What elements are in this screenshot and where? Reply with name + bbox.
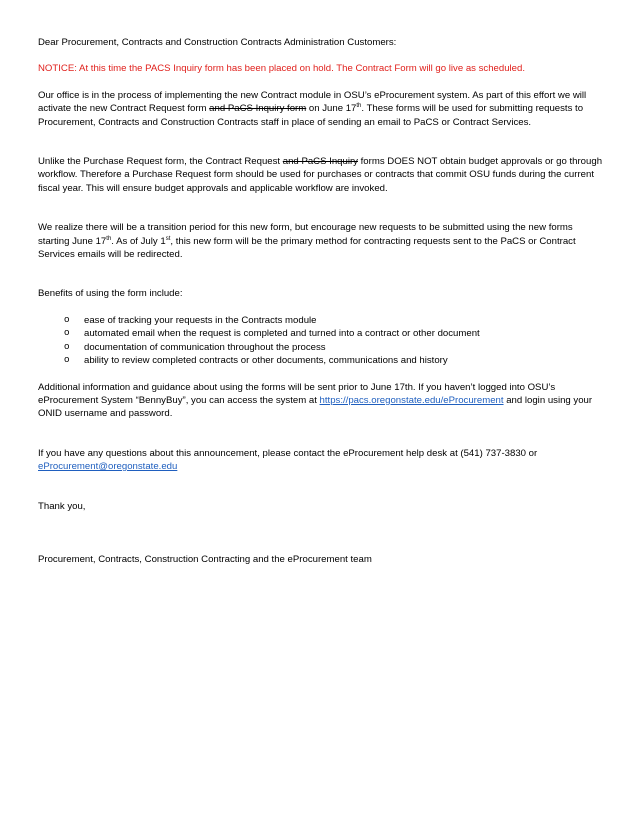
list-item: o ability to review completed contracts or other documents, communications and history xyxy=(64,355,448,367)
paragraph-purchase-request: Unlike the Purchase Request form, the Contract Request and PaCS Inquiry forms DOES NOT obtain budget approvals or go through workflow. Therefore a Purchase Request form should be used for purchases or contracts that commit OSU funds during the current fiscal year. This will ensure budget approvals and applicable workflow are invoked. xyxy=(38,156,603,194)
bullet-icon: o xyxy=(64,355,70,366)
struck-text: and PaCS Inquiry form xyxy=(209,103,307,115)
paragraph-transition: We realize there will be a transition period for this new form, but encourage new requests to be submitted using the new forms starting June 17th. As of July 1st, this new form will be the primary method for contracting requests sent to the PaCS or Contract Services emails will be redirected. xyxy=(38,222,576,261)
bullet-icon: o xyxy=(64,341,70,352)
eprocurement-email-link[interactable]: eProcurement@oregonstate.edu xyxy=(38,461,178,473)
list-item: o automated email when the request is completed and turned into a contract or other document xyxy=(64,328,480,340)
list-item: o ease of tracking your requests in the Contracts module xyxy=(64,314,317,326)
letter-body xyxy=(38,36,606,566)
closing: Thank you, xyxy=(38,500,86,512)
list-item: o documentation of communication throughout the process xyxy=(64,341,326,353)
struck-text: and PaCS Inquiry xyxy=(282,156,358,168)
paragraph-contract-module: Our office is in the process of implementing the new Contract module in OSU’s eProcurement system. As part of this effort we will activate the new Contract Request form and PaCS Inquiry form on June 17th. These forms will be used for submitting requests to Procurement, Contracts and Construction Contracts staff in place of sending an email to PaCS or Contract Services. xyxy=(38,89,587,128)
paragraph-questions: If you have any questions about this announcement, please contact the eProcurement help desk at (541) 737-3830 or eProcurement@oregonstate.edu xyxy=(38,447,538,473)
benefits-intro: Benefits of using the form include: xyxy=(38,288,183,300)
paragraph-additional-info: Additional information and guidance about using the forms will be sent prior to June 17th. If you haven’t logged into OSU’s eProcurement System “BennyBuy”, you can access the system at https://pacs.oregonstate.edu/eProcurement and login using your ONID username and password. xyxy=(38,381,593,420)
notice-text: NOTICE: At this time the PACS Inquiry form has been placed on hold. The Contract Form will go live as scheduled. xyxy=(38,63,526,75)
greeting: Dear Procurement, Contracts and Construction Contracts Administration Customers: xyxy=(38,37,397,48)
bullet-icon: o xyxy=(64,328,70,339)
bullet-icon: o xyxy=(64,314,70,325)
eprocurement-url-link[interactable]: https://pacs.oregonstate.edu/eProcurement xyxy=(319,394,504,406)
signature: Procurement, Contracts, Construction Contracting and the eProcurement team xyxy=(38,553,372,565)
benefits-list xyxy=(38,314,606,368)
